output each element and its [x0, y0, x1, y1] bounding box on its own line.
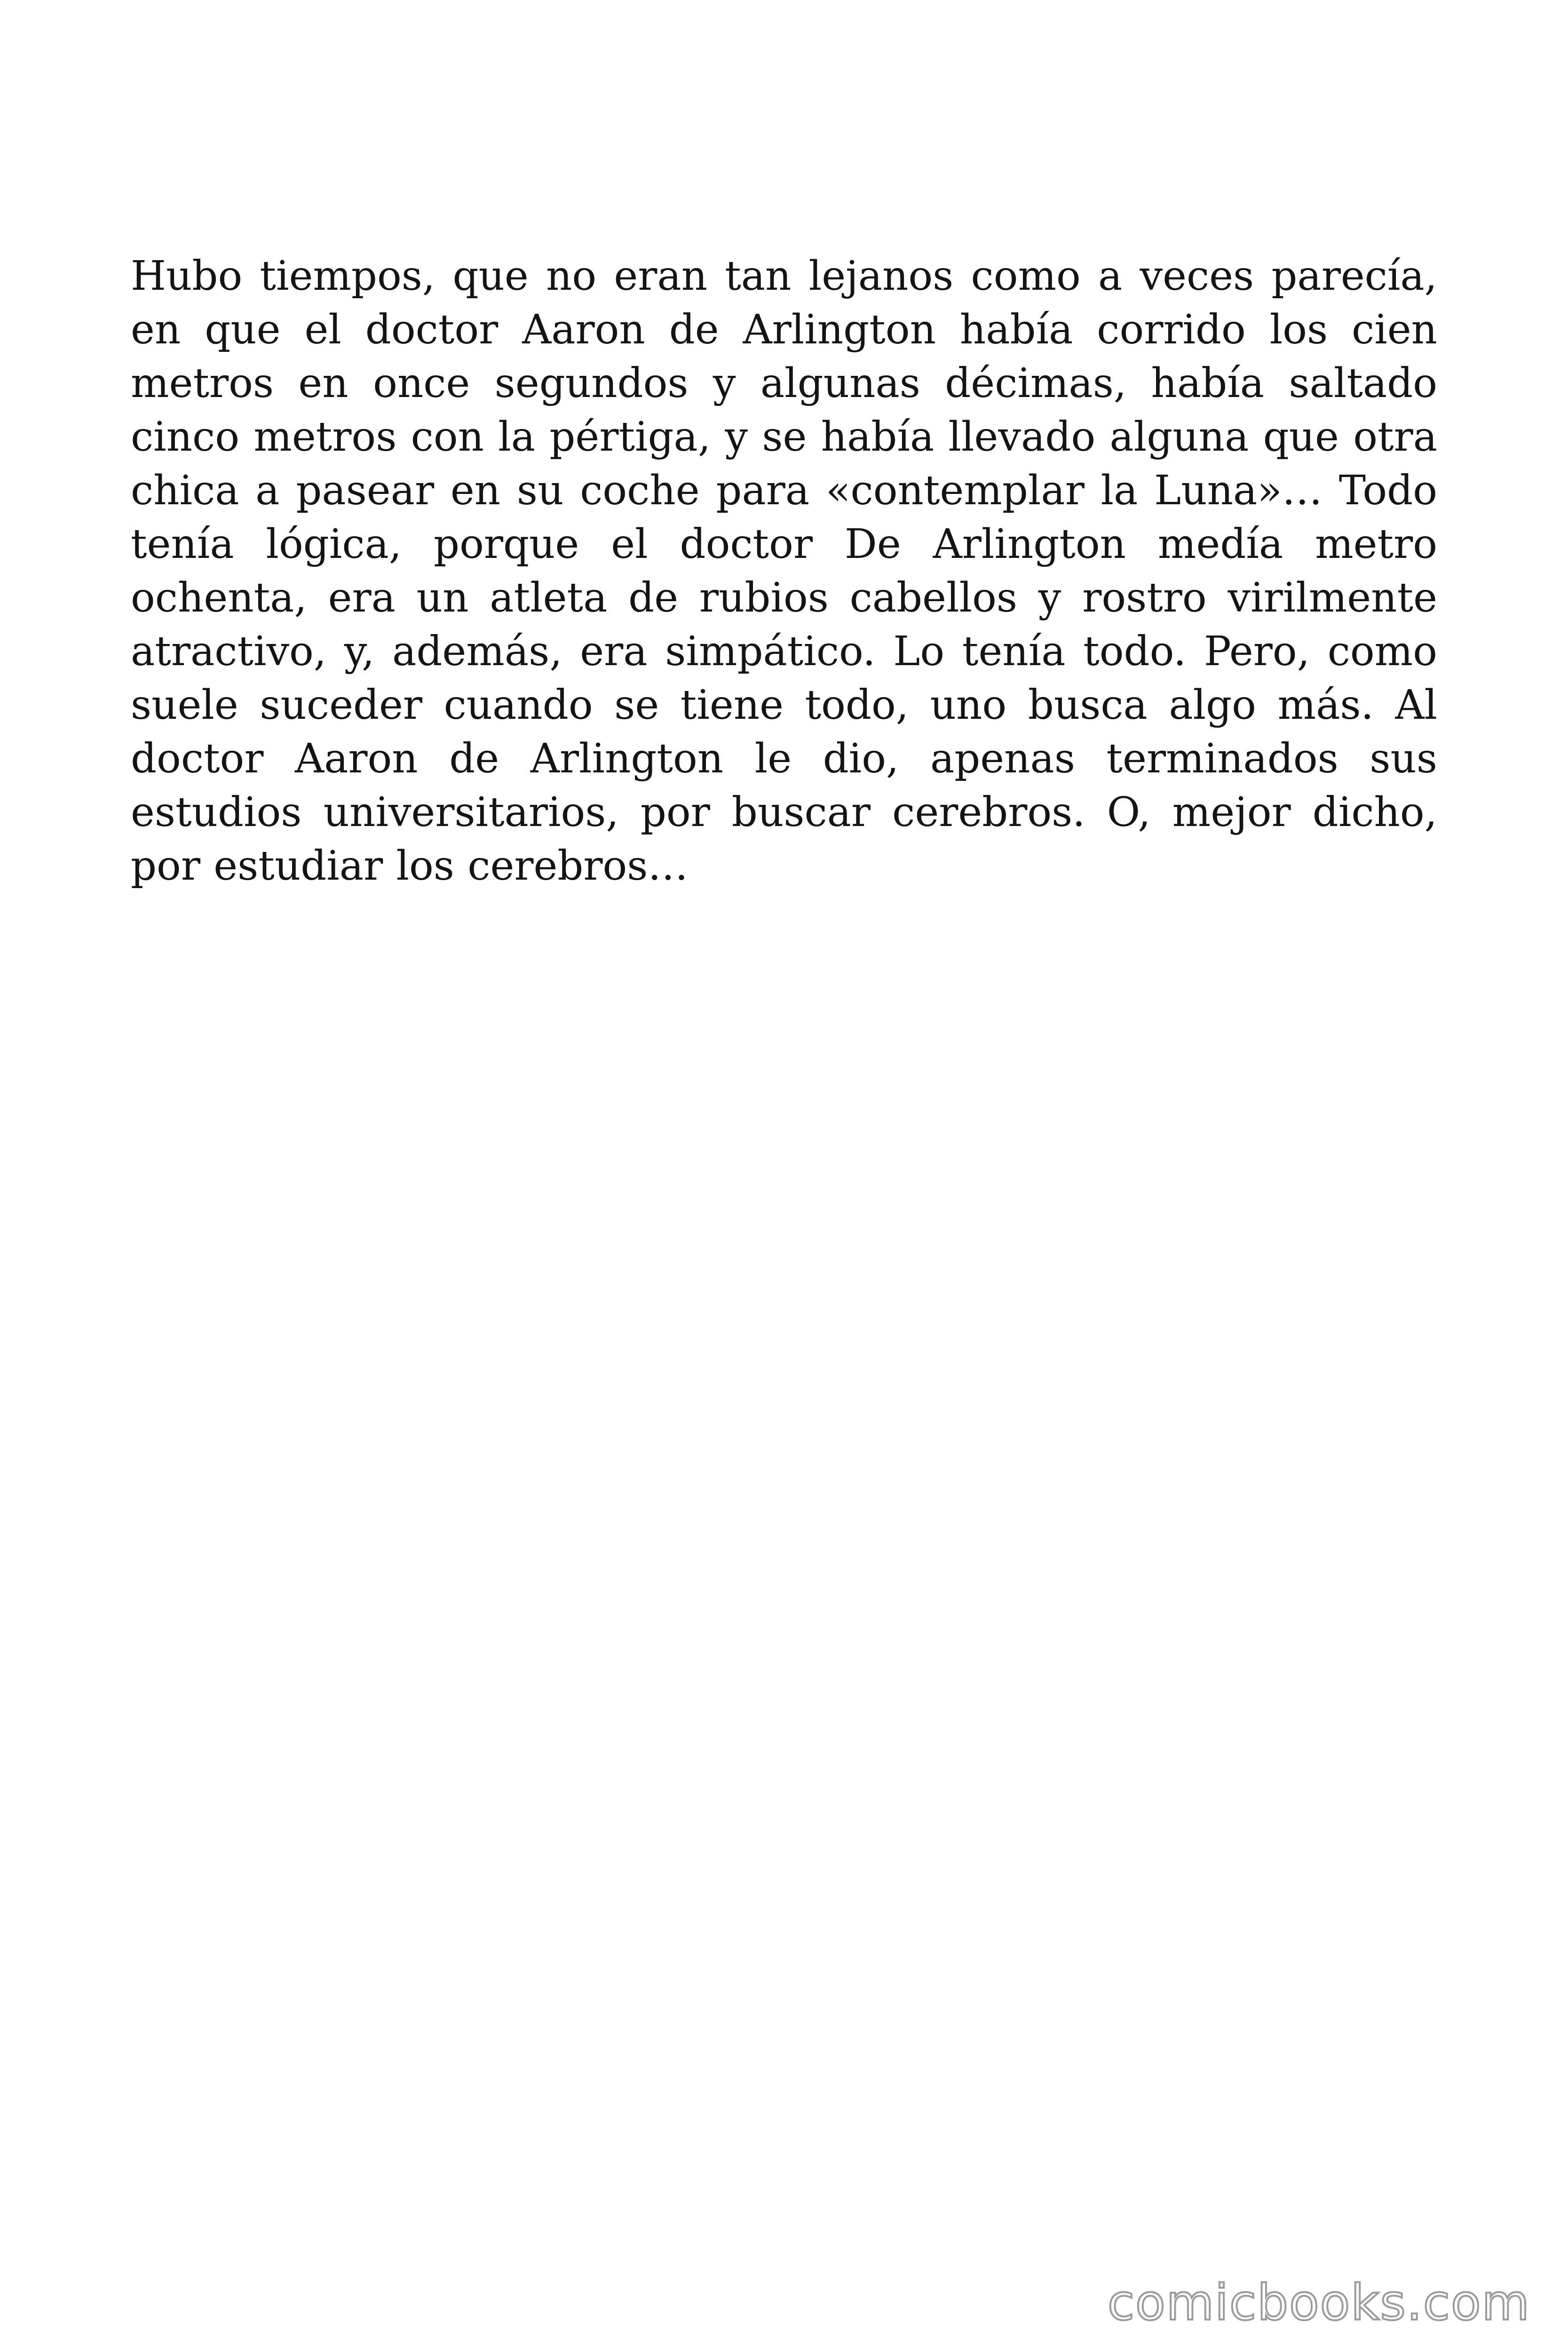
body-paragraph: Hubo tiempos, que no eran tan lejanos como a veces parecía, en que el doctor Aaron de Arlington había corrido los cien metros en once segundos y algunas décimas, había saltado cinco metros con la pértiga, y se había llevado alguna que otra chica a pasear en su coche para «contemplar la Luna»… Todo tenía lógica, porque el doctor De Arlington medía metro ochenta, era un atleta de rubios cabellos y rostro virilmente atractivo, y, además, era simpático. Lo tenía todo. Pero, como suele suceder cuando se tiene todo, uno busca algo más. Al doctor Aaron de Arlington le dio, apenas terminados sus estudios universitarios, por buscar cerebros. O, mejor dicho, por estudiar los cerebros…: [131, 253, 1437, 890]
watermark-text: comicbooks.com: [1107, 2274, 1530, 2331]
